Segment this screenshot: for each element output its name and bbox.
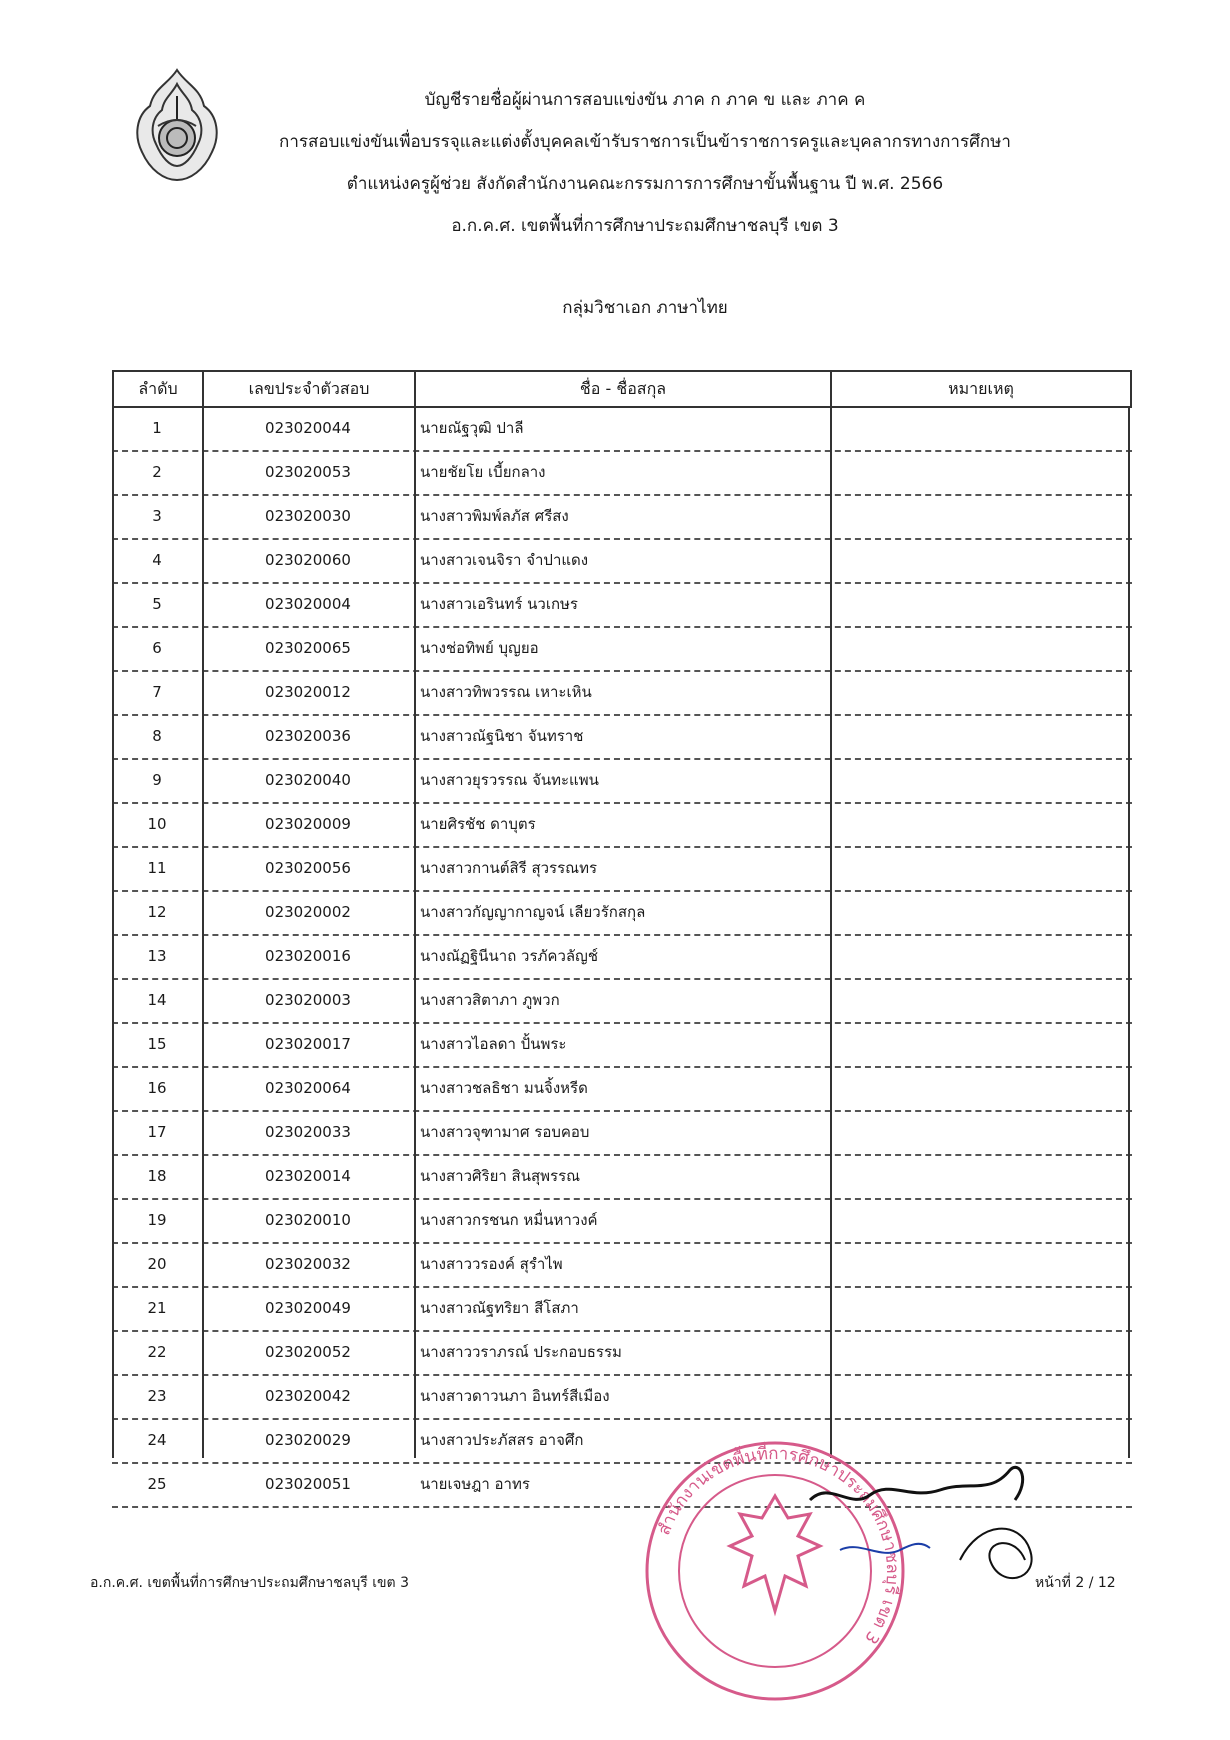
row-name: นางสาวพิมพ์ลภัส ศรีสง [420, 507, 569, 525]
table-row [112, 628, 1132, 672]
table-divider-3 [830, 408, 832, 1458]
column-header-order: ลำดับ [114, 372, 204, 406]
row-name: นางสาววราภรณ์ ประกอบธรรม [420, 1343, 622, 1361]
row-name: นางสาวเอรินทร์ นวเกษร [420, 595, 578, 613]
table-row [112, 936, 1132, 980]
row-exam-id: 023020030 [265, 507, 351, 525]
row-name: นางสาวจุฑามาศ รอบคอบ [420, 1123, 590, 1141]
row-exam-id: 023020029 [265, 1431, 351, 1449]
table-border-right [1128, 408, 1130, 1458]
table-row [112, 1288, 1132, 1332]
row-order: 3 [152, 507, 162, 525]
row-name: นางสาวสิตาภา ภูพวก [420, 991, 560, 1009]
table-border-left [112, 408, 114, 1458]
table-row [112, 672, 1132, 716]
row-exam-id: 023020052 [265, 1343, 351, 1361]
table-row [112, 980, 1132, 1024]
table-row [112, 1376, 1132, 1420]
row-exam-id: 023020016 [265, 947, 351, 965]
row-exam-id: 023020044 [265, 419, 351, 437]
header-position: ตำแหน่งครูผู้ช่วย สังกัดสำนักงานคณะกรรมการการศึกษาขั้นพื้นฐาน ปี พ.ศ. 2566 [346, 174, 944, 194]
table-row [112, 1200, 1132, 1244]
row-name: นางช่อทิพย์ บุญยอ [420, 639, 539, 657]
row-exam-id: 023020033 [265, 1123, 351, 1141]
candidate-table [112, 370, 1132, 1508]
row-name: นางณัฏฐินีนาถ วรภัควลัญช์ [420, 947, 599, 965]
table-row [112, 452, 1132, 496]
row-exam-id: 023020042 [265, 1387, 351, 1405]
page-number: หน้าที่ 2 / 12 [1035, 1575, 1116, 1591]
table-row [112, 584, 1132, 628]
header-subtitle: การสอบแข่งขันเพื่อบรรจุและแต่งตั้งบุคคลเข้ารับราชการเป็นข้าราชการครูและบุคลากรทางการศึกษา [279, 132, 1011, 152]
row-order: 23 [147, 1387, 167, 1405]
row-name: นางสาวเจนจิรา จำปาแดง [420, 551, 589, 569]
row-exam-id: 023020009 [265, 815, 351, 833]
table-divider-1 [202, 408, 204, 1458]
row-exam-id: 023020051 [265, 1475, 351, 1493]
table-row [112, 716, 1132, 760]
row-order: 16 [147, 1079, 167, 1097]
row-name: นางสาวกานต์สิรี สุวรรณทร [420, 859, 598, 877]
row-name: นางสาวกัญญากาญจน์ เลียวรักสกุล [420, 903, 646, 921]
row-exam-id: 023020017 [265, 1035, 351, 1053]
row-order: 1 [152, 419, 162, 437]
row-order: 11 [147, 859, 167, 877]
table-row [112, 1332, 1132, 1376]
row-order: 17 [147, 1123, 167, 1141]
row-order: 25 [147, 1475, 167, 1493]
footer-committee: อ.ก.ค.ศ. เขตพื้นที่การศึกษาประถมศึกษาชลบุรี เขต 3 [90, 1575, 409, 1591]
table-row [112, 804, 1132, 848]
row-order: 7 [152, 683, 162, 701]
row-exam-id: 023020012 [265, 683, 351, 701]
ministry-emblem-icon [128, 66, 226, 184]
row-order: 5 [152, 595, 162, 613]
row-order: 15 [147, 1035, 167, 1053]
row-order: 6 [152, 639, 162, 657]
row-name: นางสาวประภัสสร อาจศึก [420, 1431, 584, 1449]
table-row [112, 1068, 1132, 1112]
table-row [112, 1112, 1132, 1156]
row-exam-id: 023020065 [265, 639, 351, 657]
table-divider-2 [414, 408, 416, 1458]
row-name: นางสาวณัฐทริยา สีโสภา [420, 1299, 579, 1317]
row-order: 18 [147, 1167, 167, 1185]
row-order: 12 [147, 903, 167, 921]
subject-group: กลุ่มวิชาเอก ภาษาไทย [562, 298, 728, 318]
row-name: นางสาววรองค์ สุรำไพ [420, 1255, 563, 1273]
column-header-remark: หมายเหตุ [948, 379, 1014, 398]
row-name: นายเจษฎา อาทร [420, 1475, 530, 1493]
table-row [112, 892, 1132, 936]
row-order: 14 [147, 991, 167, 1009]
row-exam-id: 023020014 [265, 1167, 351, 1185]
row-name: นางสาวกรชนก หมื่นหาวงค์ [420, 1211, 598, 1229]
row-name: นายชัยโย เบี้ยกลาง [420, 463, 546, 481]
row-exam-id: 023020040 [265, 771, 351, 789]
row-exam-id: 023020064 [265, 1079, 351, 1097]
row-exam-id: 023020004 [265, 595, 351, 613]
row-exam-id: 023020053 [265, 463, 351, 481]
row-name: นางสาวชลธิชา มนจิ้งหรีด [420, 1079, 588, 1097]
row-order: 4 [152, 551, 162, 569]
column-header-name: ชื่อ - ชื่อสกุล [416, 372, 832, 406]
row-exam-id: 023020032 [265, 1255, 351, 1273]
row-name: นางสาวยุรวรรณ จันทะแพน [420, 771, 599, 789]
table-row [112, 408, 1132, 452]
row-exam-id: 023020049 [265, 1299, 351, 1317]
row-exam-id: 023020003 [265, 991, 351, 1009]
table-body [112, 408, 1132, 1508]
row-name: นางสาวดาวนภา อินทร์สีเมือง [420, 1387, 610, 1405]
table-row [112, 1244, 1132, 1288]
row-name: นายณัฐวุฒิ ปาลี [420, 419, 524, 437]
table-row [112, 760, 1132, 804]
table-row [112, 496, 1132, 540]
header-title: บัญชีรายชื่อผู้ผ่านการสอบแข่งขัน ภาค ก ภาค ข และ ภาค ค [424, 90, 866, 110]
table-row [112, 540, 1132, 584]
document-header [0, 0, 1230, 330]
row-name: นางสาวศิริยา สินสุพรรณ [420, 1167, 581, 1185]
row-order: 13 [147, 947, 167, 965]
row-exam-id: 023020036 [265, 727, 351, 745]
row-order: 8 [152, 727, 162, 745]
table-row [112, 1156, 1132, 1200]
row-exam-id: 023020010 [265, 1211, 351, 1229]
row-order: 19 [147, 1211, 167, 1229]
row-name: นายศิรชัช ดาบุตร [420, 815, 536, 833]
row-exam-id: 023020002 [265, 903, 351, 921]
row-order: 21 [147, 1299, 167, 1317]
row-exam-id: 023020060 [265, 551, 351, 569]
row-order: 20 [147, 1255, 167, 1273]
row-order: 9 [152, 771, 162, 789]
header-committee: อ.ก.ค.ศ. เขตพื้นที่การศึกษาประถมศึกษาชลบุรี เขต 3 [451, 216, 839, 236]
table-header [112, 370, 1132, 408]
table-row [112, 1024, 1132, 1068]
row-order: 2 [152, 463, 162, 481]
column-header-exam-id: เลขประจำตัวสอบ [204, 372, 416, 406]
row-name: นางสาวณัฐนิชา จันทราช [420, 727, 584, 745]
row-order: 22 [147, 1343, 167, 1361]
row-exam-id: 023020056 [265, 859, 351, 877]
row-name: นางสาวไอลดา ปั้นพระ [420, 1035, 567, 1053]
row-name: นางสาวทิพวรรณ เหาะเหิน [420, 683, 592, 701]
table-row [112, 848, 1132, 892]
seal-text: สำนักงานเขตพื้นที่การศึกษาประถมศึกษาชลบุรี เขต 3 [654, 1443, 903, 1648]
row-order: 24 [147, 1431, 167, 1449]
row-order: 10 [147, 815, 167, 833]
